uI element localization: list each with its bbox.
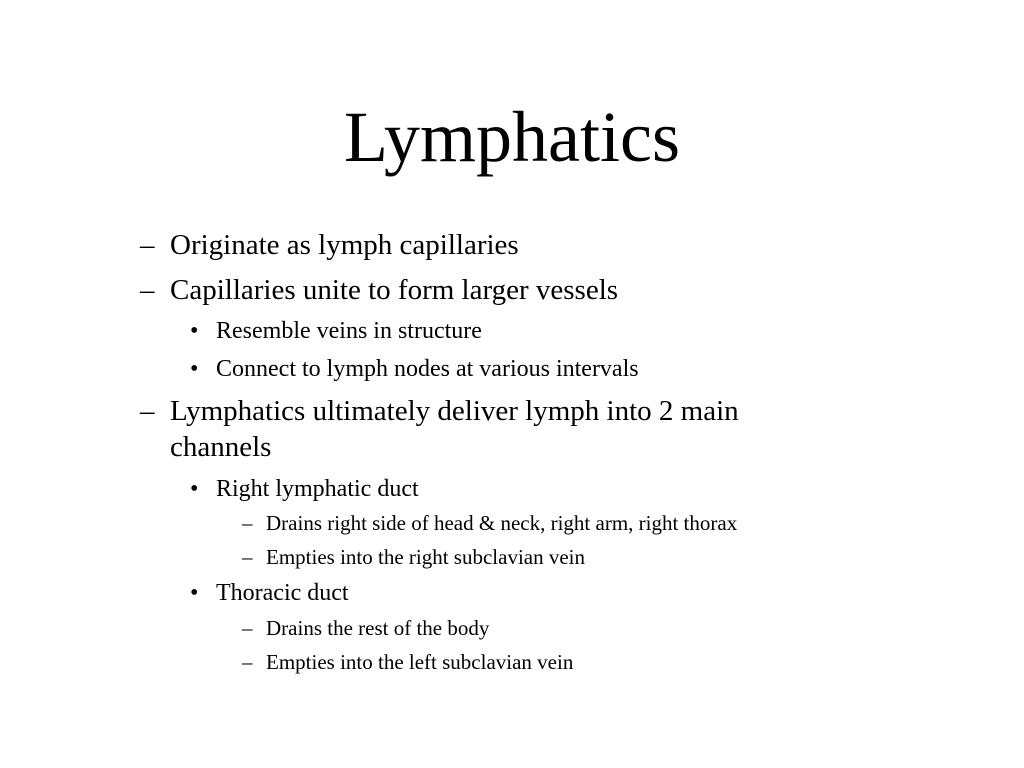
bullet-text: Lymphatics ultimately deliver lymph into 2 main — [170, 395, 739, 427]
bullet-continuation — [170, 429, 271, 465]
dash-marker: – — [140, 395, 155, 427]
dot-marker: • — [190, 356, 199, 382]
dash-marker: – — [140, 229, 155, 261]
dot-marker: • — [190, 476, 199, 502]
bullet-text: Capillaries unite to form larger vessels — [170, 274, 619, 306]
dash-marker: – — [242, 511, 253, 535]
bullet-text: Connect to lymph nodes at various intervals — [216, 356, 639, 382]
bullet-text: Thoracic duct — [216, 580, 349, 606]
dash-marker: – — [242, 545, 253, 569]
bullet-text: Drains the rest of the body — [266, 616, 490, 640]
dash-marker: – — [140, 274, 155, 306]
dot-marker: • — [190, 580, 199, 606]
bullet-text: Empties into the left subclavian vein — [266, 650, 574, 674]
bullet-text: Right lymphatic duct — [216, 476, 419, 502]
dash-marker: – — [242, 616, 253, 640]
bullet-text: Empties into the right subclavian vein — [266, 545, 586, 569]
dot-marker: • — [190, 318, 199, 344]
bullet-text: Originate as lymph capillaries — [170, 229, 519, 261]
slide-title: Lymphatics — [344, 97, 680, 177]
bullet-text: channels — [170, 431, 272, 463]
dash-marker: – — [242, 650, 253, 674]
bullet-text: Drains right side of head & neck, right arm, right thorax — [266, 511, 738, 535]
bullet-text: Resemble veins in structure — [216, 318, 482, 344]
